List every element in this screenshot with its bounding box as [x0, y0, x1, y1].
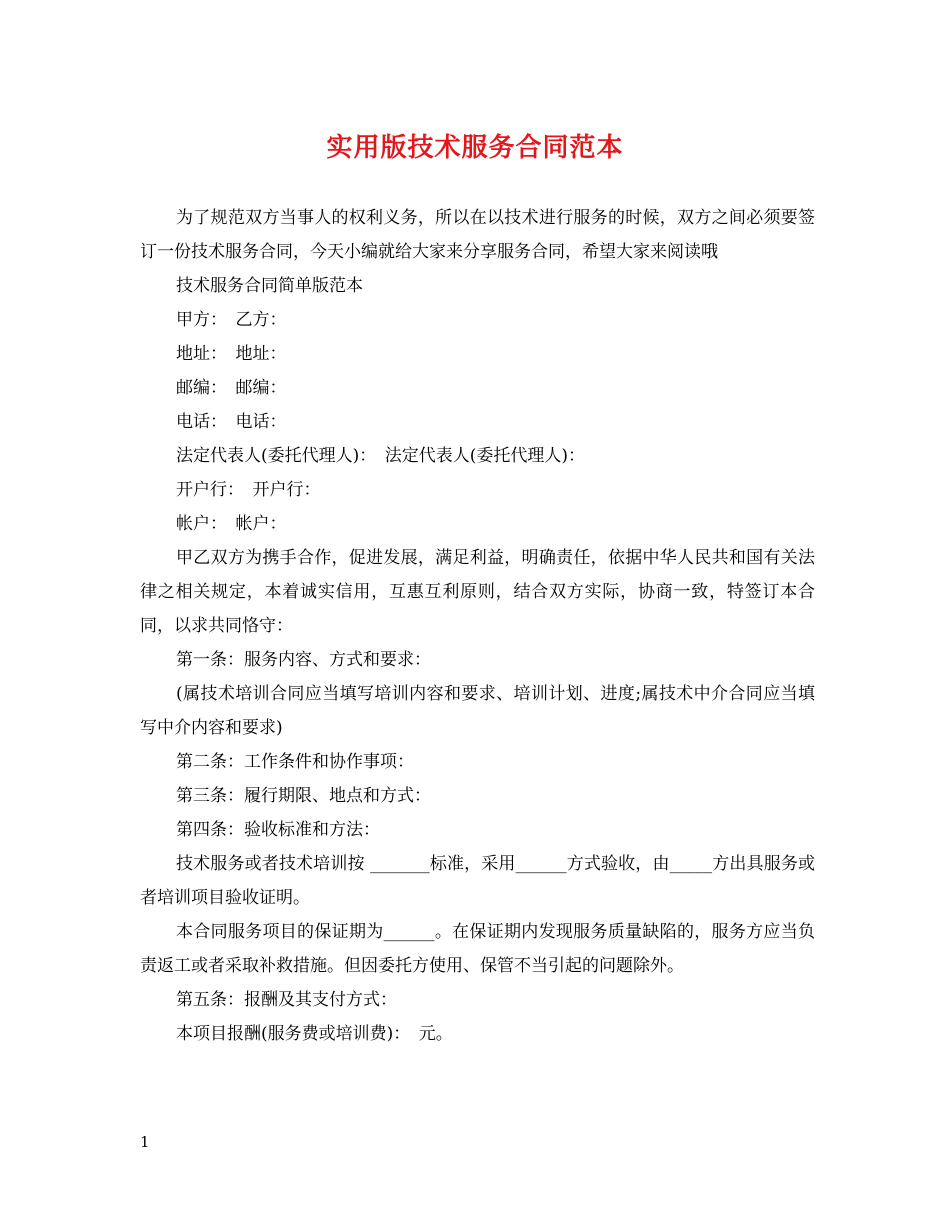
article-3-heading: 第三条：履行期限、地点和方式： — [176, 786, 431, 806]
article-5-heading: 第五条：报酬及其支付方式： — [176, 990, 397, 1010]
field-account: 帐户： 帐户： — [176, 514, 287, 534]
article-1-heading: 第一条：服务内容、方式和要求： — [176, 650, 431, 670]
field-party: 甲方： 乙方： — [176, 310, 287, 330]
article-4-acceptance: 技术服务或者技术培训按 _______标准，采用______方式验收，由_____方出具服务或者培训项目验收证明。 — [140, 854, 815, 908]
article-4-heading: 第四条：验收标准和方法： — [176, 820, 380, 840]
field-postcode: 邮编： 邮编： — [176, 378, 287, 398]
field-bank: 开户行： 开户行： — [176, 480, 321, 500]
page-number: 1 — [140, 1133, 150, 1151]
paragraph-preamble: 甲乙双方为携手合作，促进发展，满足利益，明确责任，依据中华人民共和国有关法律之相关规定，本着诚实信用，互惠互利原则，结合双方实际，协商一致，特签订本合同，以求共同恪守： — [140, 548, 815, 636]
article-1-note: (属技术培训合同应当填写培训内容和要求、培训计划、进度;属技术中介合同应当填写中介内容和要求) — [140, 684, 815, 738]
document-title: 实用版技术服务合同范本 — [326, 133, 624, 163]
article-5-fee: 本项目报酬(服务费或培训费)： 元。 — [176, 1024, 453, 1044]
paragraph-intro: 为了规范双方当事人的权利义务，所以在以技术进行服务的时候，双方之间必须要签订一份技术服务合同，今天小编就给大家来分享服务合同，希望大家来阅读哦 — [140, 208, 815, 262]
document-body — [140, 201, 815, 1051]
field-phone: 电话： 电话： — [176, 412, 287, 432]
article-2-heading: 第二条：工作条件和协作事项： — [176, 752, 414, 772]
field-address: 地址： 地址： — [176, 344, 287, 364]
field-legal-representative: 法定代表人(委托代理人)： 法定代表人(委托代理人)： — [176, 446, 586, 466]
article-4-warranty: 本合同服务项目的保证期为______。在保证期内发现服务质量缺陷的，服务方应当负责返工或者采取补救措施。但因委托方使用、保管不当引起的问题除外。 — [140, 922, 815, 976]
paragraph-subtitle: 技术服务合同简单版范本 — [176, 276, 363, 296]
